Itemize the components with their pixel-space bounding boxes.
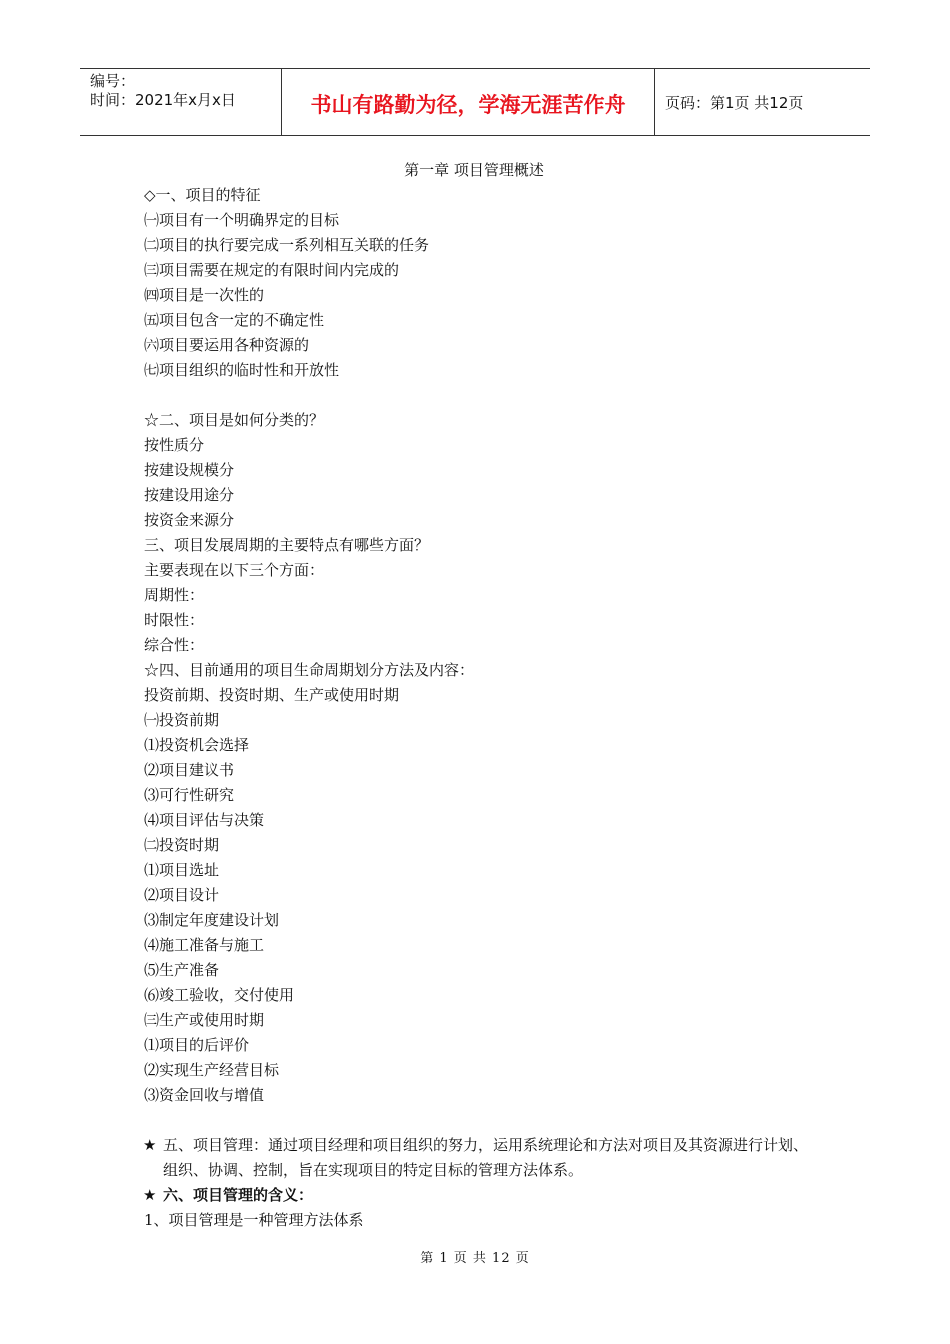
spacer [144, 383, 814, 408]
list-item: ⑷施工准备与施工 [144, 936, 265, 954]
list-item: 按建设用途分 [144, 486, 235, 504]
list-item: ⑸生产准备 [144, 961, 220, 979]
list-item: ㈥项目要运用各种资源的 [144, 336, 310, 354]
section4-intro: 投资前期、投资时期、生产或使用时期 [144, 686, 400, 704]
star-icon: ★ [143, 1186, 157, 1204]
list-item: ㈡项目的执行要完成一系列相互关联的任务 [144, 236, 430, 254]
spacer [144, 1108, 814, 1133]
section3-intro: 主要表现在以下三个方面： [144, 561, 325, 579]
star-icon: ★ [143, 1136, 157, 1154]
list-item: 1、项目管理是一种管理方法体系 [144, 1211, 364, 1229]
page-footer: 第 1 页 共 12 页 [420, 1251, 530, 1266]
list-item: ⑵项目设计 [144, 886, 220, 904]
list-item: 综合性： [144, 636, 205, 654]
phase-heading: ㈠投资前期 [144, 711, 220, 729]
list-item: ⑶资金回收与增值 [144, 1086, 265, 1104]
page-header [80, 68, 870, 136]
list-item: ㈢项目需要在规定的有限时间内完成的 [144, 261, 400, 279]
section6-heading-row [144, 1183, 814, 1208]
section5-text: 五、项目管理：通过项目经理和项目组织的努力，运用系统理论和方法对项目及其资源进行计划、组织、协调、控制，旨在实现项目的特定目标的管理方法体系。 [163, 1136, 809, 1179]
list-item: 按性质分 [144, 436, 205, 454]
list-item: ⑴项目选址 [144, 861, 220, 879]
list-item: ㈠项目有一个明确界定的目标 [144, 211, 340, 229]
phase-heading: ㈢生产或使用时期 [144, 1011, 265, 1029]
list-item: ⑴投资机会选择 [144, 736, 250, 754]
header-page-info: 页码：第1页 共12页 [665, 93, 804, 112]
section3-heading: 三、项目发展周期的主要特点有哪些方面？ [144, 536, 430, 554]
list-item: 时限性： [144, 611, 205, 629]
list-item: 按资金来源分 [144, 511, 235, 529]
chapter-title: 第一章 项目管理概述 [404, 161, 544, 179]
list-item: ㈣项目是一次性的 [144, 286, 265, 304]
header-motto: 书山有路勤为径，学海无涯苦作舟 [282, 69, 655, 135]
document-body [144, 158, 814, 1233]
list-item: ⑷项目评估与决策 [144, 811, 265, 829]
section6-heading: 六、项目管理的含义： [163, 1186, 314, 1204]
list-item: ㈦项目组织的临时性和开放性 [144, 361, 340, 379]
list-item: ㈤项目包含一定的不确定性 [144, 311, 325, 329]
list-item: ⑴项目的后评价 [144, 1036, 250, 1054]
list-item: ⑹竣工验收，交付使用 [144, 986, 295, 1004]
list-item: 按建设规模分 [144, 461, 235, 479]
list-item: 周期性： [144, 586, 205, 604]
section1-heading: ◇一、项目的特征 [144, 186, 261, 204]
list-item: ⑶制定年度建设计划 [144, 911, 280, 929]
list-item: ⑶可行性研究 [144, 786, 235, 804]
header-meta [80, 69, 282, 135]
section5-paragraph [144, 1133, 814, 1183]
number-label: 编号： [90, 72, 136, 90]
date-label: 时间：2021年x月x日 [90, 91, 236, 109]
section4-heading: ☆四、目前通用的项目生命周期划分方法及内容： [144, 661, 475, 679]
list-item: ⑵项目建议书 [144, 761, 235, 779]
phase-heading: ㈡投资时期 [144, 836, 220, 854]
section2-heading: ☆二、项目是如何分类的？ [144, 411, 325, 429]
list-item: ⑵实现生产经营目标 [144, 1061, 280, 1079]
